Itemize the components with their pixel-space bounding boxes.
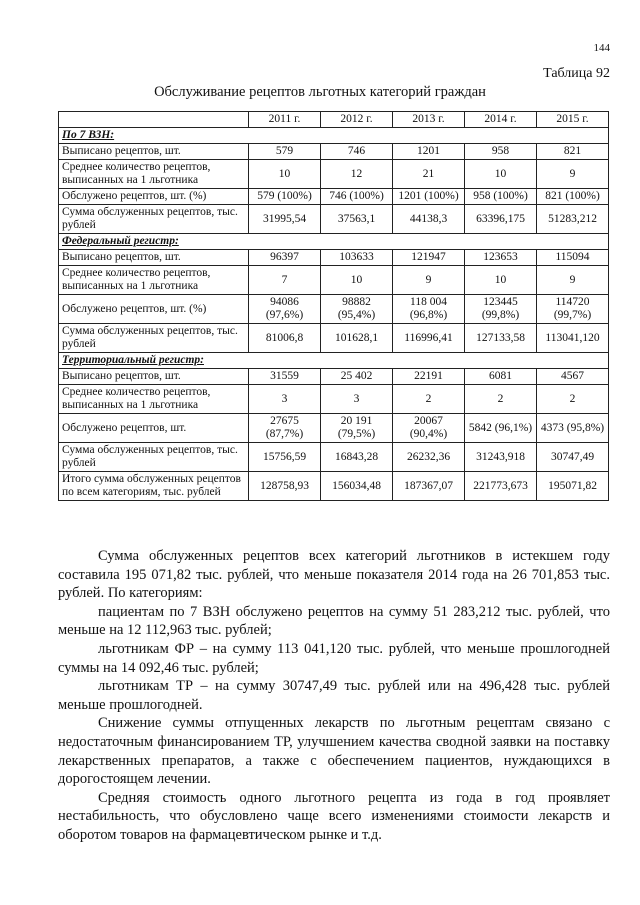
table-row: [59, 144, 609, 160]
header-empty-cell: [59, 112, 249, 128]
row-value: 821: [537, 144, 609, 160]
total-row: [59, 472, 609, 501]
row-value: 51283,212: [537, 205, 609, 234]
row-value: 103633: [321, 250, 393, 266]
row-value: 37563,1: [321, 205, 393, 234]
row-value: 2: [465, 385, 537, 414]
row-value: 10: [465, 160, 537, 189]
table-row: [59, 205, 609, 234]
row-value: 579: [249, 144, 321, 160]
section-row: [59, 234, 609, 250]
table-title: Обслуживание рецептов льготных категорий граждан: [154, 84, 486, 100]
paragraph: пациентам по 7 ВЗН обслужено рецептов на сумму 51 283,212 тыс. рублей, что меньше на 12 112,963 тыс. рублей;: [58, 603, 610, 639]
row-value: 958: [465, 144, 537, 160]
row-value: 1201 (100%): [393, 189, 465, 205]
row-value: 9: [537, 160, 609, 189]
paragraph: льготникам ФР – на сумму 113 041,120 тыс. рублей, что меньше прошлогодней суммы на 14 092,46 тыс. рублей;: [58, 640, 610, 676]
row-value: 115094: [537, 250, 609, 266]
row-value: 2: [393, 385, 465, 414]
row-value: 21: [393, 160, 465, 189]
table-row: [59, 414, 609, 443]
row-label: Выписано рецептов, шт.: [59, 144, 249, 160]
row-value: 3: [321, 385, 393, 414]
table-row: [59, 189, 609, 205]
total-value: 187367,07: [393, 472, 465, 501]
row-label: Сумма обслуженных рецептов, тыс. рублей: [59, 324, 249, 353]
row-value: 44138,3: [393, 205, 465, 234]
total-value: 221773,673: [465, 472, 537, 501]
body-text: [58, 547, 610, 845]
table-label: Таблица 92: [543, 66, 610, 81]
row-label: Обслужено рецептов, шт. (%): [59, 295, 249, 324]
row-value: 31995,54: [249, 205, 321, 234]
row-value: 116996,41: [393, 324, 465, 353]
row-value: 1201: [393, 144, 465, 160]
section-row: [59, 353, 609, 369]
row-value: 25 402: [321, 369, 393, 385]
row-value: 821 (100%): [537, 189, 609, 205]
row-value: 22191: [393, 369, 465, 385]
row-value: 31559: [249, 369, 321, 385]
row-value: 3: [249, 385, 321, 414]
header-year: 2013 г.: [393, 112, 465, 128]
row-value: 746: [321, 144, 393, 160]
row-value: 4373 (95,8%): [537, 414, 609, 443]
section-title: Федеральный регистр:: [59, 234, 609, 250]
total-label: Итого сумма обслуженных рецептов по всем категориям, тыс. рублей: [59, 472, 249, 501]
total-value: 195071,82: [537, 472, 609, 501]
page-number: 144: [593, 42, 610, 54]
paragraph: Сумма обслуженных рецептов всех категорий льготников в истекшем году составила 195 071,82 тыс. рублей, что меньше показателя 2014 года на 26 701,853 тыс. рублей. По категориям:: [58, 548, 610, 602]
paragraph: Средняя стоимость одного льготного рецепта из года в год проявляет нестабильность, что обусловлено чаще всего изменениями стоимости лекарств и оборотом товаров на фармацевтическом рынке и т.д.: [58, 789, 610, 843]
row-value: 127133,58: [465, 324, 537, 353]
row-label: Среднее количество рецептов, выписанных на 1 льготника: [59, 160, 249, 189]
row-value: 113041,120: [537, 324, 609, 353]
row-value: 9: [393, 266, 465, 295]
row-value: 121947: [393, 250, 465, 266]
row-value: 958 (100%): [465, 189, 537, 205]
table-row: [59, 443, 609, 472]
table-row: [59, 295, 609, 324]
row-value: 16843,28: [321, 443, 393, 472]
row-label: Обслужено рецептов, шт.: [59, 414, 249, 443]
row-value: 10: [465, 266, 537, 295]
table-row: [59, 324, 609, 353]
table-row: [59, 266, 609, 295]
row-label: Среднее количество рецептов, выписанных на 1 льготника: [59, 385, 249, 414]
row-value: 9: [537, 266, 609, 295]
row-value: 101628,1: [321, 324, 393, 353]
row-label: Сумма обслуженных рецептов, тыс. рублей: [59, 205, 249, 234]
table-row: [59, 369, 609, 385]
row-label: Среднее количество рецептов, выписанных на 1 льготника: [59, 266, 249, 295]
row-value: 5842 (96,1%): [465, 414, 537, 443]
row-value: 114720 (99,7%): [537, 295, 609, 324]
row-label: Выписано рецептов, шт.: [59, 250, 249, 266]
header-year: 2012 г.: [321, 112, 393, 128]
row-label: Обслужено рецептов, шт. (%): [59, 189, 249, 205]
row-value: 4567: [537, 369, 609, 385]
header-year: 2014 г.: [465, 112, 537, 128]
row-value: 123653: [465, 250, 537, 266]
table-row: [59, 160, 609, 189]
row-value: 98882 (95,4%): [321, 295, 393, 324]
paragraph: льготникам ТР – на сумму 30747,49 тыс. рублей или на 496,428 тыс. рублей меньше прошлогодней.: [58, 678, 610, 713]
row-value: 81006,8: [249, 324, 321, 353]
section-row: [59, 128, 609, 144]
row-value: 26232,36: [393, 443, 465, 472]
table-row: [59, 250, 609, 266]
row-value: 6081: [465, 369, 537, 385]
row-value: 20067 (90,4%): [393, 414, 465, 443]
row-value: 27675 (87,7%): [249, 414, 321, 443]
row-value: 94086 (97,6%): [249, 295, 321, 324]
header-year: 2015 г.: [537, 112, 609, 128]
row-value: 31243,918: [465, 443, 537, 472]
row-label: Выписано рецептов, шт.: [59, 369, 249, 385]
header-year: 2011 г.: [249, 112, 321, 128]
row-value: 123445 (99,8%): [465, 295, 537, 324]
row-value: 2: [537, 385, 609, 414]
row-value: 96397: [249, 250, 321, 266]
total-value: 156034,48: [321, 472, 393, 501]
prescriptions-table: [58, 111, 609, 501]
row-value: 7: [249, 266, 321, 295]
row-value: 10: [249, 160, 321, 189]
row-value: 12: [321, 160, 393, 189]
row-value: 746 (100%): [321, 189, 393, 205]
paragraph: Снижение суммы отпущенных лекарств по льготным рецептам связано с недостаточным финансированием ТР, улучшением качества сводной заявки на поставку лекарственных препаратов, а также с обеспечением пациентов, нуждающихся в дорогостоящем лечении.: [58, 715, 610, 788]
table-row: [59, 385, 609, 414]
row-value: 30747,49: [537, 443, 609, 472]
section-title: Территориальный регистр:: [59, 353, 609, 369]
section-title: По 7 ВЗН:: [59, 128, 609, 144]
total-value: 128758,93: [249, 472, 321, 501]
row-value: 579 (100%): [249, 189, 321, 205]
table-header-row: [59, 112, 609, 128]
row-value: 15756,59: [249, 443, 321, 472]
row-value: 10: [321, 266, 393, 295]
row-label: Сумма обслуженных рецептов, тыс. рублей: [59, 443, 249, 472]
row-value: 63396,175: [465, 205, 537, 234]
row-value: 118 004 (96,8%): [393, 295, 465, 324]
row-value: 20 191 (79,5%): [321, 414, 393, 443]
table-body: [59, 128, 609, 501]
